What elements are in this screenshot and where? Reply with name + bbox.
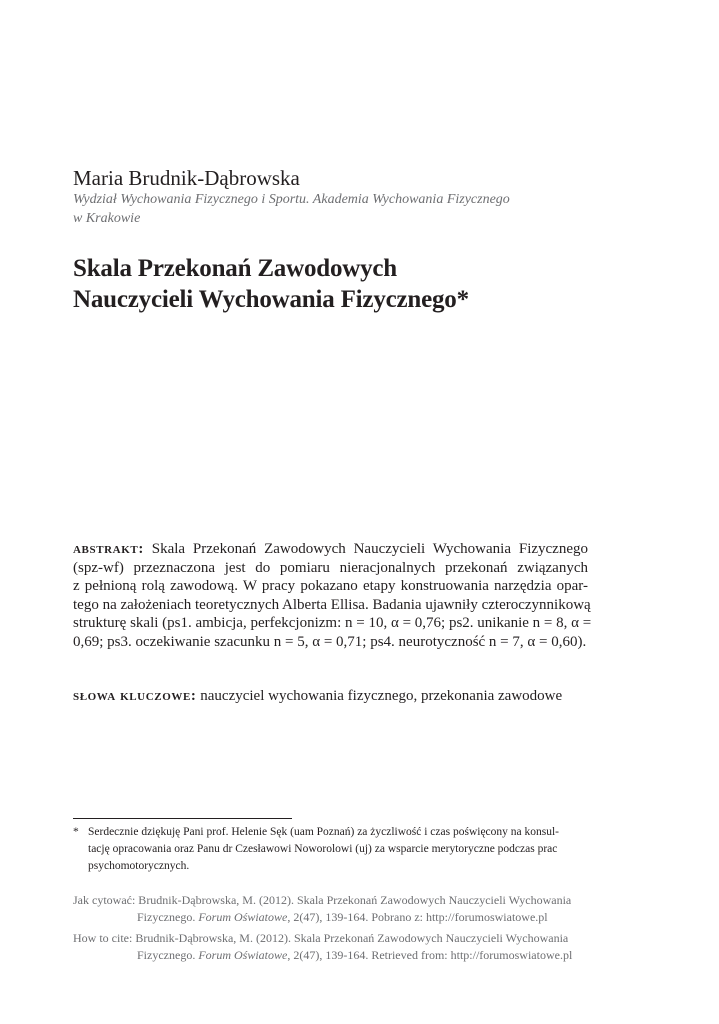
abstract-line: tego na założeniach teoretycznych Alberta Ellisa. Badania ujawniły czteroczynnikową (73, 596, 591, 613)
title-line: Skala Przekonań Zawodowych (73, 255, 398, 282)
footnote-line: Serdecznie dziękuję Pani prof. Helenie Sęk (uam Poznań) za życzliwość i czas poświęcony na konsul- (88, 826, 560, 838)
article-title (73, 253, 469, 315)
citation-line (73, 909, 603, 926)
abstract-line: z pełnioną rolą zawodową. W pracy pokazano etapy konstruowania narzędzia opar- (73, 578, 588, 594)
abstract-line (73, 540, 588, 559)
keywords-label: słowa kluczowe: (73, 688, 197, 704)
keywords (73, 687, 613, 706)
author-affiliation (73, 190, 593, 228)
footnote-divider (73, 818, 292, 819)
abstract-line: (spz-wf) przeznaczona jest do pomiaru nieracjonalnych przekonań związanych (73, 559, 588, 576)
footnote-body (88, 824, 588, 875)
affiliation-line: w Krakowie (73, 211, 141, 226)
citation-text: Fizycznego. (137, 948, 199, 962)
citation-text: , 2(47), 139-164. Pobrano z: http://forumoswiatowe.pl (287, 910, 548, 924)
keywords-text: nauczyciel wychowania fizycznego, przekonania zawodowe (200, 688, 563, 704)
affiliation-line: Wydział Wychowania Fizycznego i Sportu. Akademia Wychowania Fizycznego (73, 192, 510, 207)
title-line: Nauczycieli Wychowania Fizycznego* (73, 286, 469, 313)
footnote-line: psychomotorycznych. (88, 860, 190, 872)
journal-name: Forum Oświatowe (198, 948, 288, 962)
citation-text: Fizycznego. (137, 910, 199, 924)
citation-line (73, 947, 603, 964)
abstract-line: 0,69; ps3. oczekiwanie szacunku n = 5, α = 0,71; ps4. neurotyczność n = 7, α = 0,60). (73, 633, 587, 650)
citation-line: Jak cytować: Brudnik-Dąbrowska, M. (2012). Skala Przekonań Zawodowych Nauczycieli Wychowania (73, 893, 572, 907)
journal-name: Forum Oświatowe (198, 910, 288, 924)
footnote (73, 824, 588, 875)
citation-english (73, 930, 603, 964)
abstract-line: strukturę skali (ps1. ambicja, perfekcjonizm: n = 10, α = 0,76; ps2. unikanie n = 8, α = (73, 615, 592, 631)
footnote-line: tację opracowania oraz Panu dr Czesławowi Noworolowi (uj) za wsparcie merytoryczne podczas prac (88, 843, 558, 855)
abstract-label: abstrakt: (73, 541, 144, 557)
citation-polish (73, 892, 603, 926)
citation-text: , 2(47), 139-164. Retrieved from: http://forumoswiatowe.pl (287, 948, 573, 962)
footnote-mark: * (73, 826, 79, 838)
citation-line: How to cite: Brudnik-Dąbrowska, M. (2012). Skala Przekonań Zawodowych Nauczycieli Wychowania (73, 931, 569, 945)
author-name: Maria Brudnik-Dąbrowska (73, 166, 300, 190)
abstract-text: Skala Przekonań Zawodowych Nauczycieli Wychowania Fizycznego (151, 541, 588, 557)
abstract (73, 540, 592, 651)
